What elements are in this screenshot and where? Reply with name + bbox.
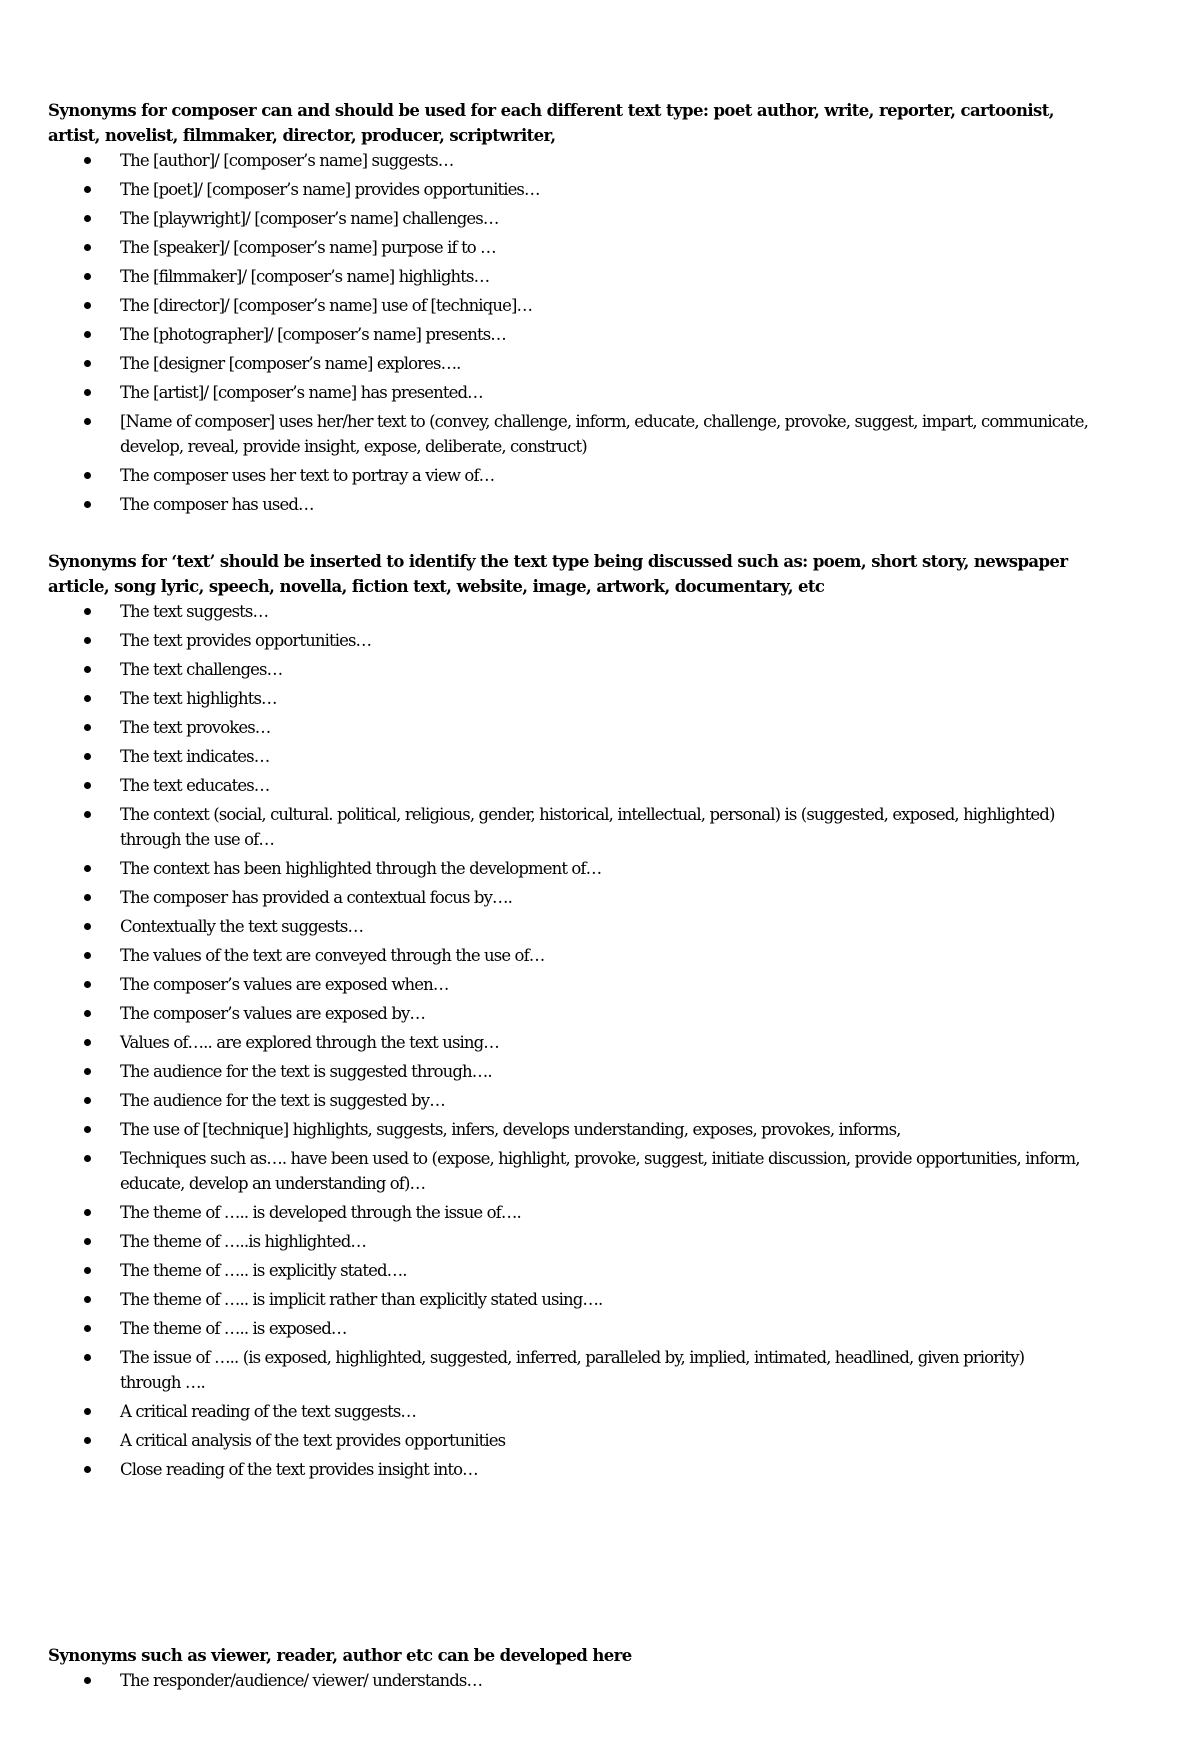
bullet-icon [84,1155,91,1162]
list-item [48,1258,1088,1283]
list-item [48,1399,1088,1424]
list-item-text: The text provides opportunities… [120,631,372,650]
list-item-text: The context has been highlighted through the development of… [120,859,602,878]
bullet-list [48,1668,1088,1693]
section-heading: Synonyms for composer can and should be used for each different text type: poet author, write, reporter, cartoonist, artist, novelist, filmmaker, director, producer, scriptwriter, [48,101,1054,145]
bullet-icon [84,501,91,508]
list-item [48,686,1088,711]
bullet-icon [84,724,91,731]
bullet-icon [84,1209,91,1216]
list-item-text: The values of the text are conveyed through the use of… [120,946,545,965]
bullet-list [48,148,1088,517]
list-item-text: The text educates… [120,776,270,795]
list-item-text: The text highlights… [120,689,277,708]
list-item-text: The composer’s values are exposed by… [120,1004,425,1023]
list-item [48,351,1088,376]
list-item [48,599,1088,624]
list-item [48,1316,1088,1341]
bullet-icon [84,418,91,425]
list-item-text: Values of….. are explored through the text using… [120,1033,499,1052]
list-item-text: Techniques such as…. have been used to (expose, highlight, provoke, suggest, initiate discussion, provide opportunities, inform, educate, develop an understanding of)… [120,1149,1080,1193]
list-item-text: The composer has provided a contextual focus by…. [120,888,512,907]
bullet-icon [84,753,91,760]
list-item-text: The composer uses her text to portray a view of… [120,466,495,485]
list-item [48,657,1088,682]
section-composer-synonyms [48,98,1088,517]
list-item [48,1001,1088,1026]
bullet-icon [84,1296,91,1303]
list-item [48,1668,1088,1693]
list-item-text: The composer has used… [120,495,314,514]
list-item [48,235,1088,260]
list-item [48,1030,1088,1055]
list-item [48,264,1088,289]
section-heading: Synonyms for ‘text’ should be inserted to identify the text type being discussed such as: poem, short story, newspaper article, song lyric, speech, novella, fiction text, website, image, artwork, documentary, etc [48,552,1068,596]
list-item-text: The theme of ….. is exposed… [120,1319,347,1338]
bullet-list [48,599,1088,1482]
list-item [48,1287,1088,1312]
list-item-text: The theme of ….. is developed through the issue of…. [120,1203,521,1222]
list-item [48,802,1088,852]
bullet-icon [84,1238,91,1245]
bullet-icon [84,1466,91,1473]
list-item-text: The [poet]/ [composer’s name] provides opportunities… [120,180,540,199]
list-item [48,206,1088,231]
document-page [48,98,1088,1690]
bullet-icon [84,865,91,872]
bullet-icon [84,1097,91,1104]
list-item-text: The context (social, cultural. political, religious, gender, historical, intellectual, personal) is (suggested, exposed, highlighted) through the use of… [120,805,1055,849]
list-item-text: The responder/audience/ viewer/ understands… [120,1671,483,1690]
list-item-text: The text challenges… [120,660,283,679]
bullet-icon [84,472,91,479]
list-item-text: The [speaker]/ [composer’s name] purpose if to … [120,238,496,257]
list-item [48,914,1088,939]
list-item-text: The [filmmaker]/ [composer’s name] highlights… [120,267,490,286]
bullet-icon [84,1068,91,1075]
bullet-icon [84,157,91,164]
list-item [48,322,1088,347]
list-item-text: The [director]/ [composer’s name] use of [technique]… [120,296,533,315]
list-item-text: A critical reading of the text suggests… [120,1402,417,1421]
list-item [48,380,1088,405]
list-item [48,1457,1088,1482]
list-item [48,744,1088,769]
bullet-icon [84,389,91,396]
bullet-icon [84,1325,91,1332]
list-item [48,1229,1088,1254]
list-item-text: The composer’s values are exposed when… [120,975,449,994]
bullet-icon [84,1408,91,1415]
bullet-icon [84,302,91,309]
list-item-text: The [author]/ [composer’s name] suggests… [120,151,454,170]
bullet-icon [84,1354,91,1361]
list-item [48,1146,1088,1196]
list-item [48,463,1088,488]
bullet-icon [84,1126,91,1133]
list-item-text: The use of [technique] highlights, suggests, infers, develops understanding, exposes, provokes, informs, [120,1120,901,1139]
list-item-text: The theme of …..is highlighted… [120,1232,366,1251]
bullet-icon [84,952,91,959]
list-item-text: The text provokes… [120,718,271,737]
list-item-text: The [designer [composer’s name] explores…. [120,354,461,373]
section-text-synonyms [48,549,1088,1486]
bullet-icon [84,811,91,818]
list-item-text: The issue of ….. (is exposed, highlighted, suggested, inferred, paralleled by, implied, intimated, headlined, given priority) through …. [120,1348,1025,1392]
list-item [48,856,1088,881]
list-item-text: The text suggests… [120,602,269,621]
section-viewer-synonyms [48,1643,1088,1697]
list-item-text: The theme of ….. is implicit rather than explicitly stated using…. [120,1290,603,1309]
list-item-text: Contextually the text suggests… [120,917,364,936]
list-item-text: The audience for the text is suggested through…. [120,1062,492,1081]
list-item [48,293,1088,318]
bullet-icon [84,360,91,367]
bullet-icon [84,666,91,673]
bullet-icon [84,273,91,280]
bullet-icon [84,981,91,988]
list-item [48,943,1088,968]
list-item-text: The audience for the text is suggested by… [120,1091,445,1110]
list-item-text: Close reading of the text provides insight into… [120,1460,478,1479]
bullet-icon [84,695,91,702]
list-item [48,885,1088,910]
bullet-icon [84,215,91,222]
list-item-text: The theme of ….. is explicitly stated…. [120,1261,407,1280]
bullet-icon [84,1267,91,1274]
bullet-icon [84,637,91,644]
bullet-icon [84,782,91,789]
list-item [48,1428,1088,1453]
bullet-icon [84,894,91,901]
bullet-icon [84,608,91,615]
bullet-icon [84,1437,91,1444]
bullet-icon [84,244,91,251]
list-item [48,492,1088,517]
section-heading: Synonyms such as viewer, reader, author etc can be developed here [48,1646,632,1665]
list-item [48,1200,1088,1225]
bullet-icon [84,923,91,930]
list-item-text: [Name of composer] uses her/her text to (convey, challenge, inform, educate, challenge, provoke, suggest, impart, communicate, develop, reveal, provide insight, expose, deliberate, construct) [120,412,1088,456]
bullet-icon [84,1677,91,1684]
list-item [48,715,1088,740]
list-item [48,972,1088,997]
bullet-icon [84,1039,91,1046]
bullet-icon [84,1010,91,1017]
bullet-icon [84,331,91,338]
list-item-text: The [artist]/ [composer’s name] has presented… [120,383,483,402]
list-item [48,409,1088,459]
list-item [48,1345,1088,1395]
list-item [48,773,1088,798]
list-item-text: The text indicates… [120,747,270,766]
list-item [48,1088,1088,1113]
list-item [48,1059,1088,1084]
list-item [48,628,1088,653]
list-item-text: The [photographer]/ [composer’s name] presents… [120,325,506,344]
list-item [48,177,1088,202]
bullet-icon [84,186,91,193]
list-item-text: A critical analysis of the text provides opportunities [120,1431,506,1450]
list-item [48,148,1088,173]
list-item-text: The [playwright]/ [composer’s name] challenges… [120,209,499,228]
list-item [48,1117,1088,1142]
